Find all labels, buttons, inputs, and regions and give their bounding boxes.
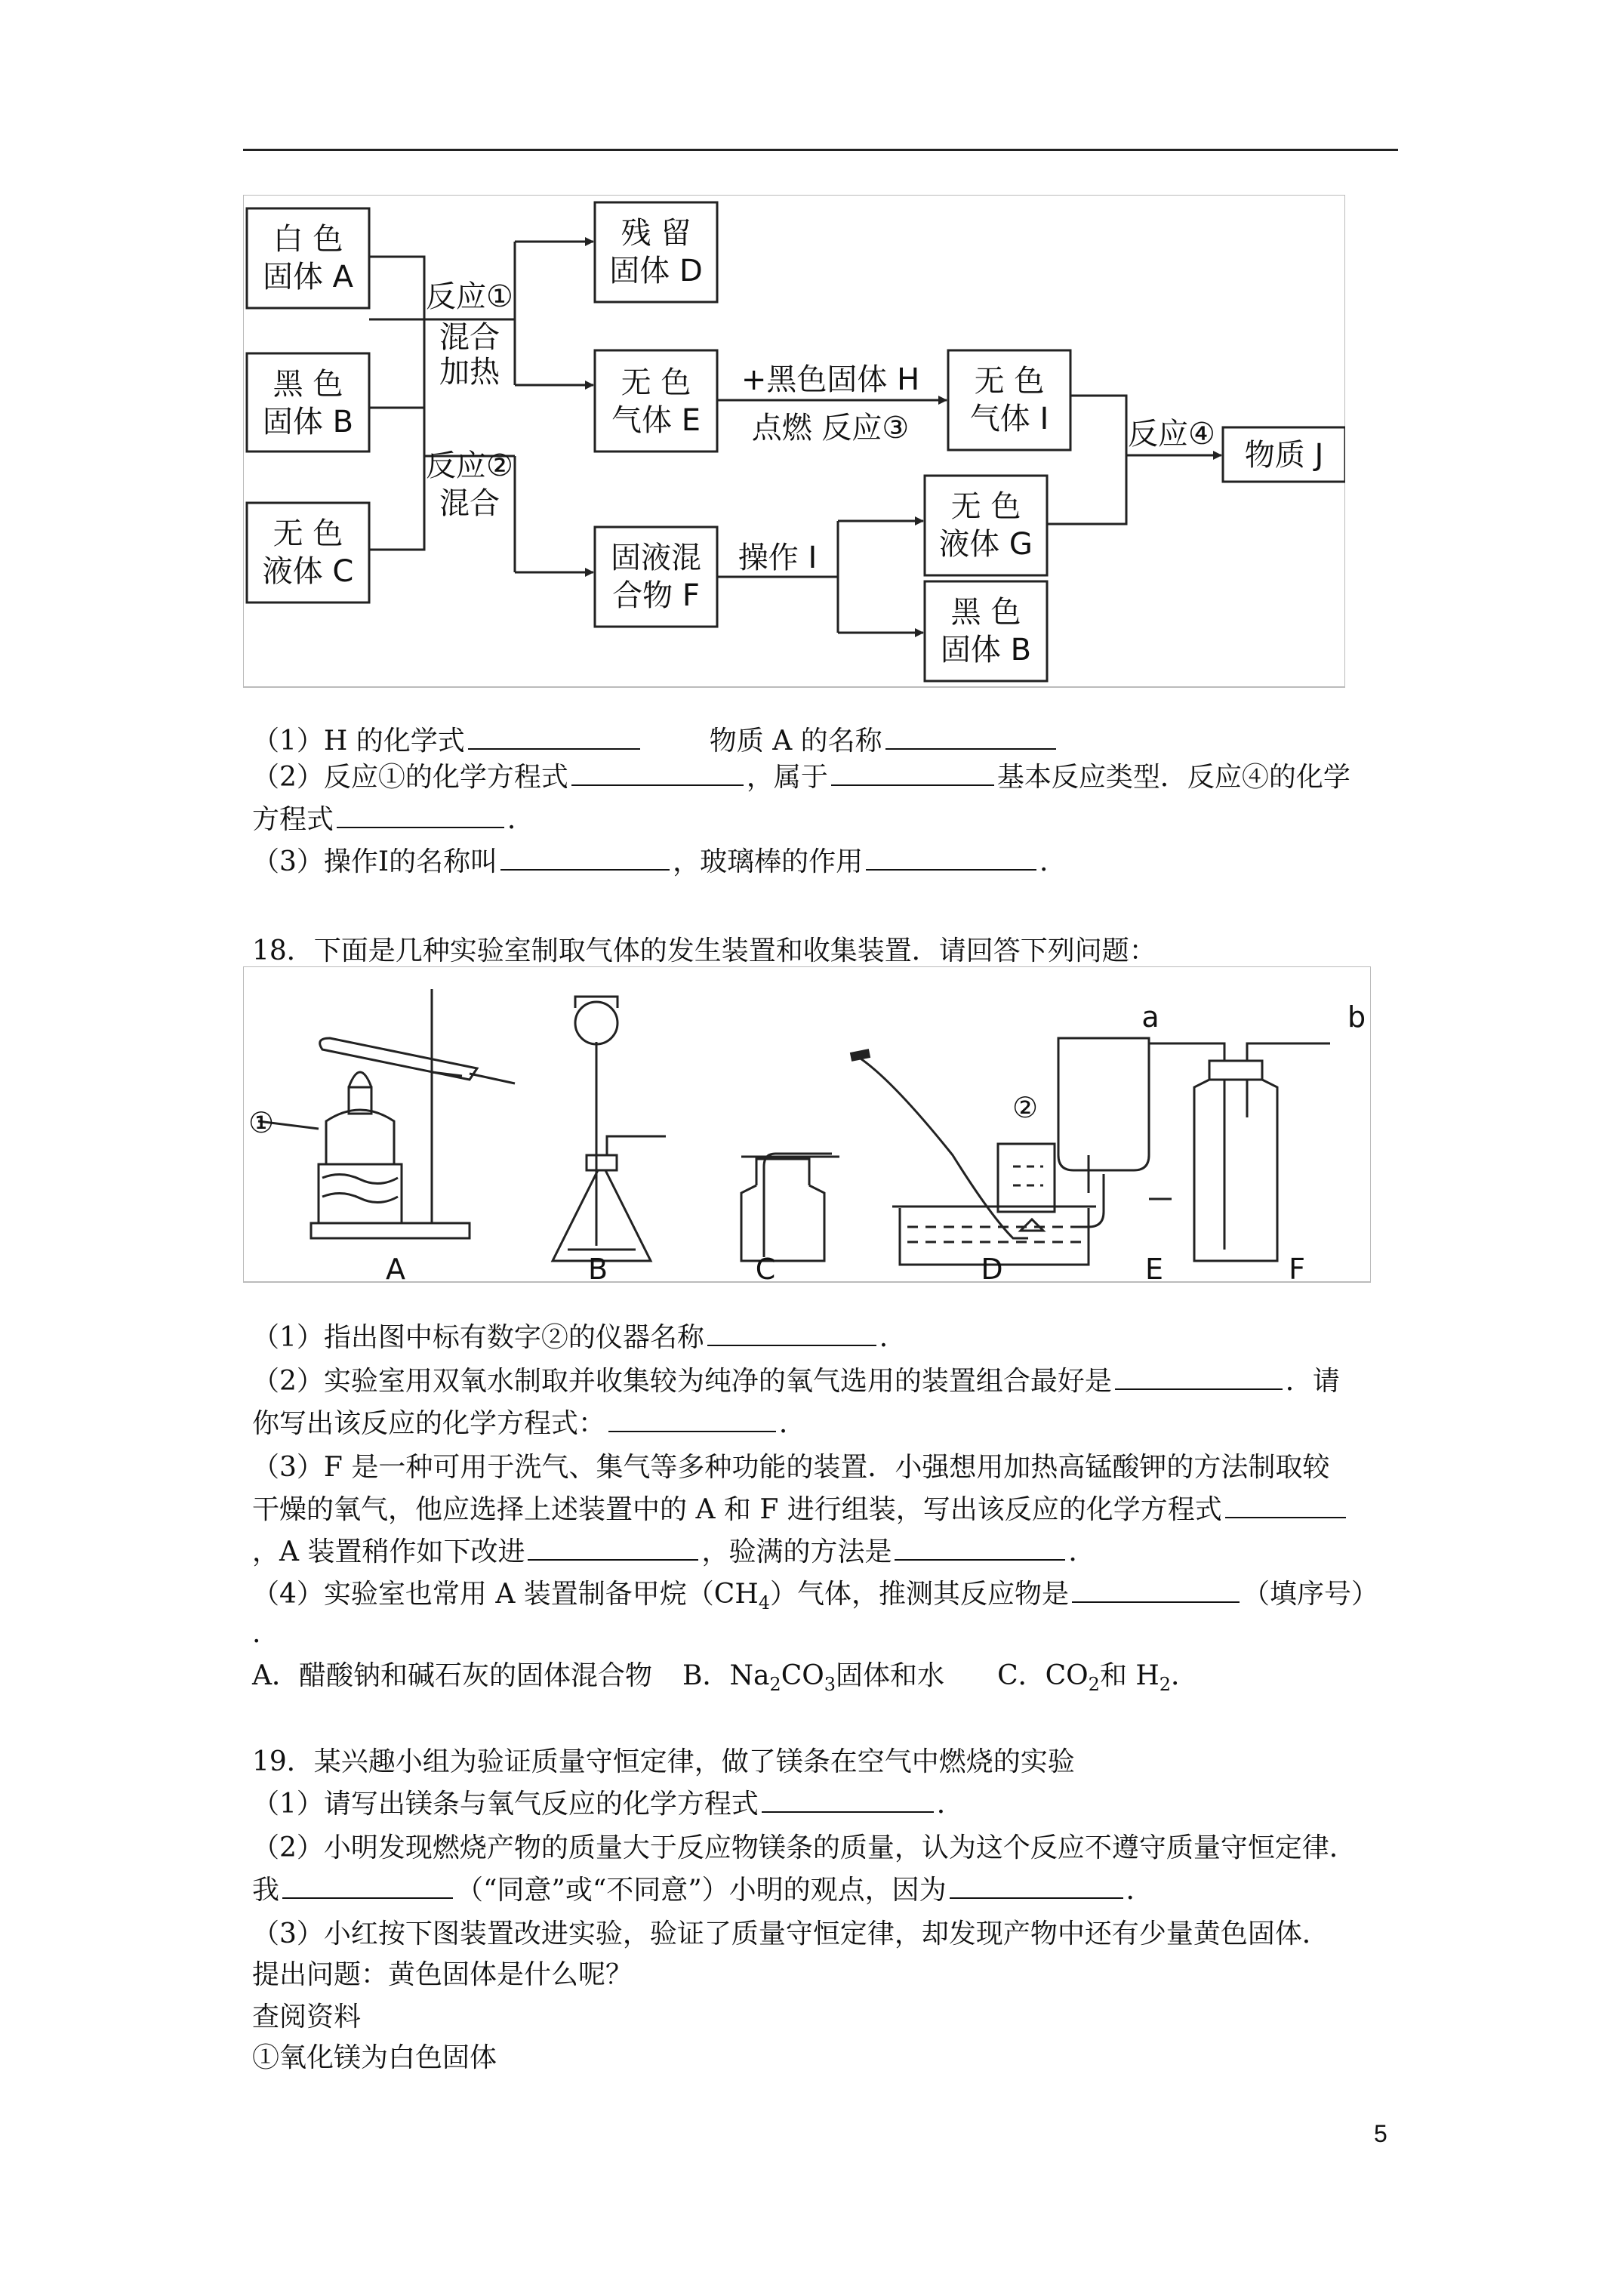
answer-blank[interactable] (1072, 1579, 1240, 1603)
answer-blank[interactable] (337, 804, 504, 828)
box-a-l1: 白 色 (273, 222, 343, 257)
q17-line1: （1）H 的化学式 物质 A 的名称 (252, 723, 1059, 760)
answer-blank[interactable] (831, 762, 994, 786)
answer-blank[interactable] (571, 762, 744, 786)
label-r1c: 加热 (439, 355, 500, 390)
q18-line7: （4）实验室也常用 A 装置制备甲烷$(CH_4)$气体，推测其反应物是 （填序号） (252, 1579, 1379, 1614)
box-c-l1: 无 色 (273, 516, 343, 551)
q18-line2: （2）实验室用双氧水制取并收集较为纯净的氧气选用的装置组合最好是 ．请 (252, 1366, 1340, 1397)
label-r4: 反应④ (1128, 417, 1215, 451)
q18-line5: 干燥的氧气，他应选择上述装置中的 A 和 F 进行组装，写出该反应的化学方程式 (252, 1492, 1349, 1528)
label-b: B (587, 1253, 608, 1286)
label-d: D (981, 1253, 1003, 1286)
box-j: 物质 J (1244, 438, 1324, 473)
q19-line3: 我 （“同意”或“不同意”）小明的观点，因为 ． (252, 1875, 1153, 1906)
label-r3a: +黑色固体 H (741, 362, 920, 397)
q18-line4: （3）F 是一种可用于洗气、集气等多种功能的装置．小强想用加热高锰酸钾的方法制取较 (252, 1452, 1330, 1483)
answer-blank[interactable] (282, 1875, 453, 1899)
answer-blank[interactable] (950, 1875, 1123, 1899)
box-d-l2: 固体 D (609, 254, 703, 288)
q18-line3: 你写出该反应的化学方程式： ． (252, 1408, 807, 1439)
label-f: F (1289, 1253, 1305, 1286)
q18-line8: . (252, 1618, 261, 1649)
label-r3b: 点燃 反应③ (751, 411, 910, 445)
flow-chart (243, 195, 1345, 693)
answer-blank[interactable] (866, 846, 1036, 871)
box-c-l2: 液体 C (262, 554, 354, 589)
header-rule (243, 149, 1398, 151)
answer-blank[interactable] (500, 846, 670, 871)
q19-line6: 查阅资料 (252, 2002, 362, 2032)
q17-line2: （2）反应①的化学方程式 ，属于 基本反应类型．反应④的化学 (252, 762, 1350, 793)
label-e: E (1144, 1253, 1164, 1286)
answer-blank[interactable] (1115, 1366, 1283, 1390)
box-i-l2: 气体 I (969, 402, 1049, 436)
answer-blank[interactable] (895, 1536, 1065, 1561)
mark-1: ① (248, 1106, 275, 1139)
box-b2-l2: 固体 B (940, 633, 1032, 667)
label-r1a: 反应① (426, 279, 513, 314)
q18-options: A．醋酸钠和碱石灰的固体混合物 B．$Na_2CO_3$固体和水 C．$CO_2$和 $H_2$． (252, 1660, 1199, 1696)
box-e-l1: 无 色 (621, 365, 691, 400)
answer-blank[interactable] (1225, 1494, 1346, 1518)
label-r2b: 混合 (439, 486, 500, 521)
answer-blank[interactable] (707, 1322, 876, 1346)
label-op: 操作 I (738, 541, 818, 575)
answer-blank[interactable] (528, 1536, 698, 1561)
q18-stem: 18．下面是几种实验室制取气体的发生装置和收集装置．请回答下列问题： (252, 935, 1156, 966)
box-d-l1: 残 留 (621, 216, 691, 251)
label-a: A (386, 1253, 405, 1286)
q19-line1: （1）请写出镁条与氧气反应的化学方程式 ． (252, 1789, 964, 1820)
q18-line1: （1）指出图中标有数字②的仪器名称 ． (252, 1322, 907, 1353)
label-c: C (755, 1253, 776, 1286)
box-b-l2: 固体 B (262, 405, 354, 439)
box-a-l2: 固体 A (262, 260, 354, 294)
box-i-l1: 无 色 (974, 364, 1045, 399)
answer-blank[interactable] (468, 726, 640, 750)
box-g-l1: 无 色 (950, 489, 1021, 524)
q19-stem: 19．某兴趣小组为验证质量守恒定律，做了镁条在空气中燃烧的实验 (252, 1746, 1075, 1777)
q19-line4: （3）小红按下图装置改进实验，验证了质量守恒定律，却发现产物中还有少量黄色固体． (252, 1918, 1329, 1949)
label-r2a: 反应② (426, 448, 513, 483)
box-e-l2: 气体 E (611, 403, 701, 438)
port-b: b (1347, 1000, 1366, 1034)
answer-blank[interactable] (608, 1408, 776, 1432)
label-r1b: 混合 (439, 320, 500, 355)
box-f-l1: 固液混 (611, 541, 701, 575)
q19-line5: 提出问题：黄色固体是什么呢？ (252, 1959, 633, 1990)
box-f-l2: 合物 F (612, 578, 700, 613)
q17-line4: （3）操作Ⅰ的名称叫 ，玻璃棒的作用 ． (252, 846, 1067, 877)
box-b2-l1: 黑 色 (950, 595, 1021, 630)
q19-line2: （2）小明发现燃烧产物的质量大于反应物镁条的质量，认为这个反应不遵守质量守恒定律． (252, 1832, 1357, 1863)
q19-line7: ①氧化镁为白色固体 (252, 2042, 497, 2073)
port-a: a (1141, 1000, 1160, 1034)
box-b-l1: 黑 色 (273, 367, 343, 402)
answer-blank[interactable] (885, 726, 1056, 750)
apparatus-figure (243, 966, 1371, 1288)
q17-line3: 方程式 ． (252, 804, 535, 835)
answer-blank[interactable] (762, 1789, 934, 1813)
page-number: 5 (1374, 2120, 1387, 2147)
q18-line6: ，A 装置稍作如下改进 ，验满的方法是 ． (252, 1536, 1096, 1567)
mark-2: ② (1012, 1091, 1039, 1124)
box-g-l2: 液体 G (939, 527, 1033, 562)
